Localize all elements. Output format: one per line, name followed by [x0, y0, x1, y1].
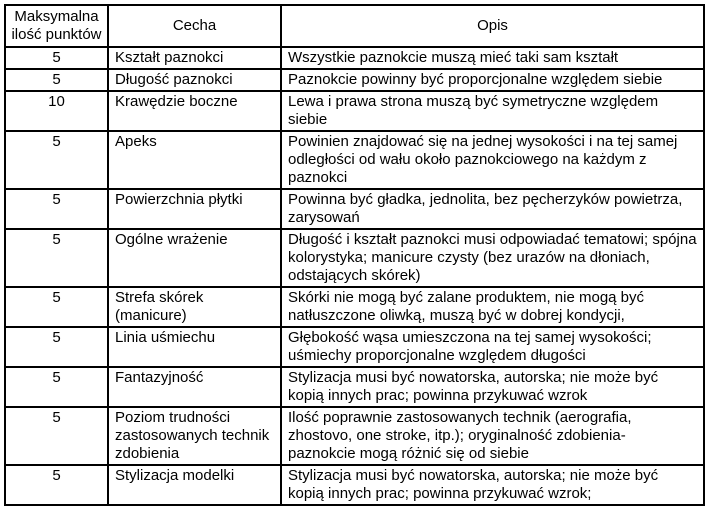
table-row — [5, 189, 704, 229]
opis-cell: Skórki nie mogą być zalane produktem, nie mogą być natłuszczone oliwką, muszą być w dobrej kondycji, — [281, 287, 704, 327]
table-row — [5, 287, 704, 327]
header-row — [5, 5, 704, 47]
cecha-cell: Apeks — [108, 131, 281, 189]
opis-cell: Paznokcie powinny być proporcjonalne względem siebie — [281, 69, 704, 91]
header-points: Maksymalna ilość punktów — [5, 5, 108, 47]
cecha-cell: Długość paznokci — [108, 69, 281, 91]
cecha-cell: Ogólne wrażenie — [108, 229, 281, 287]
opis-cell: Głębokość wąsa umieszczona na tej samej wysokości; uśmiechy proporcjonalne względem długości — [281, 327, 704, 367]
points-cell: 5 — [5, 47, 108, 69]
cecha-cell: Kształt paznokci — [108, 47, 281, 69]
criteria-table — [4, 4, 705, 506]
opis-cell: Powinien znajdować się na jednej wysokości i na tej samej odległości od wału około paznokciowego na każdym z paznokci — [281, 131, 704, 189]
opis-cell: Długość i kształt paznokci musi odpowiadać tematowi; spójna kolorystyka; manicure czysty (bez urazów na dłoniach, odstających skórek) — [281, 229, 704, 287]
cecha-cell: Stylizacja modelki — [108, 465, 281, 505]
opis-cell: Stylizacja musi być nowatorska, autorska; nie może być kopią innych prac; powinna przykuwać wzrok; — [281, 465, 704, 505]
points-cell: 10 — [5, 91, 108, 131]
points-cell: 5 — [5, 327, 108, 367]
table-row — [5, 407, 704, 465]
table-row — [5, 229, 704, 287]
cecha-cell: Powierzchnia płytki — [108, 189, 281, 229]
cecha-cell: Linia uśmiechu — [108, 327, 281, 367]
cecha-cell: Krawędzie boczne — [108, 91, 281, 131]
table-row — [5, 465, 704, 505]
table-row — [5, 47, 704, 69]
opis-cell: Stylizacja musi być nowatorska, autorska; nie może być kopią innych prac; powinna przykuwać wzrok — [281, 367, 704, 407]
table-row — [5, 327, 704, 367]
points-cell: 5 — [5, 189, 108, 229]
table-row — [5, 131, 704, 189]
points-cell: 5 — [5, 407, 108, 465]
points-cell: 5 — [5, 131, 108, 189]
points-cell: 5 — [5, 287, 108, 327]
table-row — [5, 69, 704, 91]
opis-cell: Powinna być gładka, jednolita, bez pęcherzyków powietrza, zarysowań — [281, 189, 704, 229]
header-opis: Opis — [281, 5, 704, 47]
points-cell: 5 — [5, 465, 108, 505]
opis-cell: Lewa i prawa strona muszą być symetryczne względem siebie — [281, 91, 704, 131]
table-row — [5, 91, 704, 131]
cecha-cell: Poziom trudności zastosowanych technik zdobienia — [108, 407, 281, 465]
opis-cell: Ilość poprawnie zastosowanych technik (aerografia, zhostovo, one stroke, itp.); oryginalność zdobienia- paznokcie mogą różnić się od siebie — [281, 407, 704, 465]
cecha-cell: Strefa skórek (manicure) — [108, 287, 281, 327]
points-cell: 5 — [5, 229, 108, 287]
opis-cell: Wszystkie paznokcie muszą mieć taki sam kształt — [281, 47, 704, 69]
table-row — [5, 367, 704, 407]
points-cell: 5 — [5, 367, 108, 407]
header-cecha: Cecha — [108, 5, 281, 47]
cecha-cell: Fantazyjność — [108, 367, 281, 407]
points-cell: 5 — [5, 69, 108, 91]
